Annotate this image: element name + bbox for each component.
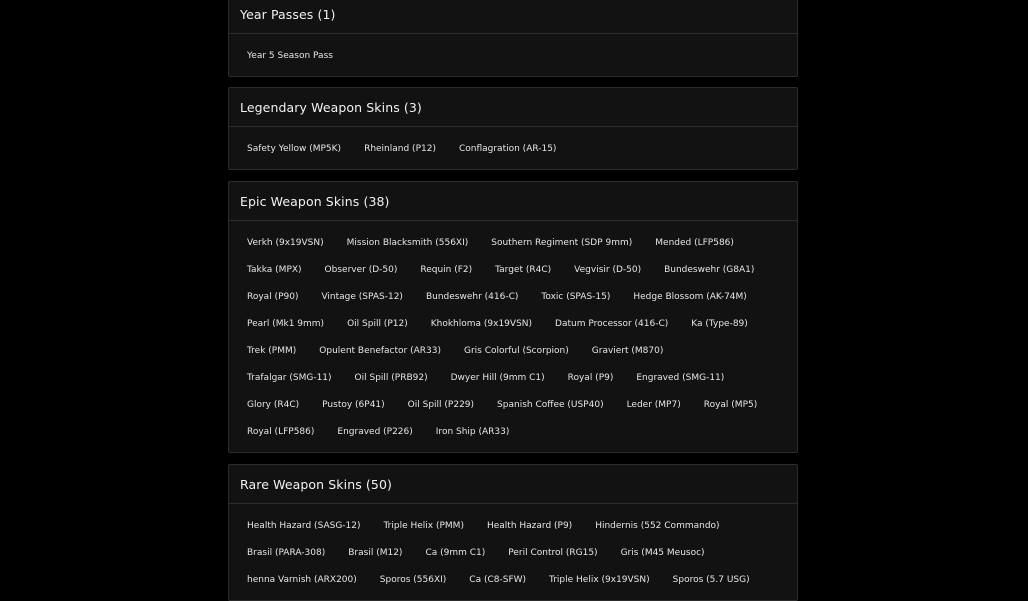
item-link[interactable]: Year 5 Season Pass	[247, 51, 333, 61]
section-legendary-weapon-skins	[228, 87, 798, 170]
item-link[interactable]: Conflagration (AR-15)	[458, 144, 557, 154]
item-link[interactable]: Trek (PMM)	[247, 346, 297, 356]
item-link[interactable]: Health Hazard (P9)	[486, 521, 573, 531]
item-link[interactable]: Southern Regiment (SDP 9mm)	[491, 238, 633, 248]
section-header	[229, 465, 797, 504]
item-link[interactable]: Glory (R4C)	[247, 400, 300, 410]
item-link[interactable]: Sporos (5.7 USG)	[672, 575, 750, 585]
item-link[interactable]: Datum Processor (416-C)	[555, 319, 669, 329]
section-items	[229, 34, 797, 76]
item-link[interactable]: Oil Spill (PRB92)	[354, 373, 428, 383]
item-link[interactable]: henna Varnish (ARX200)	[247, 575, 357, 585]
item-link[interactable]: Brasil (PARA-308)	[247, 548, 326, 558]
item-link[interactable]: Royal (P9)	[567, 373, 614, 383]
item-link[interactable]: Hindernis (552 Commando)	[595, 521, 720, 531]
item-link[interactable]: Ka (Type-89)	[691, 319, 748, 329]
item-link[interactable]: Iron Ship (AR33)	[435, 427, 510, 437]
item-link[interactable]: Trafalgar (SMG-11)	[247, 373, 332, 383]
item-link[interactable]: Royal (LFP586)	[247, 427, 315, 437]
section-title: Legendary Weapon Skins (3)	[240, 99, 422, 115]
item-link[interactable]: Leder (MP7)	[626, 400, 681, 410]
item-link[interactable]: Graviert (M870)	[591, 346, 664, 356]
item-link[interactable]: Ca (C8-SFW)	[469, 575, 527, 585]
item-link[interactable]: Pustoy (6P41)	[322, 400, 385, 410]
item-link[interactable]: Toxic (SPAS-15)	[541, 292, 611, 302]
item-link[interactable]: Hedge Blossom (AK-74M)	[633, 292, 747, 302]
item-link[interactable]: Oil Spill (P12)	[347, 319, 408, 329]
item-link[interactable]: Royal (MP5)	[703, 400, 758, 410]
section-title: Year Passes (1)	[240, 6, 336, 22]
section-title: Rare Weapon Skins (50)	[240, 476, 392, 492]
section-header	[229, 182, 797, 221]
item-link[interactable]: Bundeswehr (416-C)	[425, 292, 519, 302]
item-link[interactable]: Verkh (9x19VSN)	[247, 238, 324, 248]
item-link[interactable]: Gris Colorful (Scorpion)	[463, 346, 569, 356]
item-link[interactable]: Gris (M45 Meusoc)	[620, 548, 705, 558]
item-link[interactable]: Spanish Coffee (USP40)	[497, 400, 604, 410]
item-link[interactable]: Target (R4C)	[495, 265, 552, 275]
item-link[interactable]: Dwyer Hill (9mm C1)	[450, 373, 545, 383]
item-link[interactable]: Health Hazard (SASG-12)	[247, 521, 361, 531]
item-link[interactable]: Pearl (Mk1 9mm)	[247, 319, 325, 329]
item-link[interactable]: Opulent Benefactor (AR33)	[319, 346, 441, 356]
item-link[interactable]: Safety Yellow (MP5K)	[247, 144, 342, 154]
section-rare-weapon-skins	[228, 464, 798, 601]
item-link[interactable]: Triple Helix (9x19VSN)	[549, 575, 650, 585]
section-items	[229, 504, 797, 600]
section-header	[229, 88, 797, 127]
section-header	[229, 0, 797, 34]
item-link[interactable]: Vintage (SPAS-12)	[321, 292, 403, 302]
item-link[interactable]: Requin (F2)	[420, 265, 473, 275]
item-link[interactable]: Khokhloma (9x19VSN)	[430, 319, 533, 329]
item-link[interactable]: Rheinland (P12)	[364, 144, 436, 154]
item-link[interactable]: Mission Blacksmith (556XI)	[346, 238, 469, 248]
item-link[interactable]: Engraved (SMG-11)	[636, 373, 725, 383]
section-title: Epic Weapon Skins (38)	[240, 193, 390, 209]
section-year-passes	[228, 0, 798, 77]
section-items	[229, 221, 797, 452]
item-link[interactable]: Oil Spill (P229)	[407, 400, 475, 410]
item-link[interactable]: Brasil (M12)	[348, 548, 403, 558]
item-link[interactable]: Ca (9mm C1)	[425, 548, 486, 558]
item-link[interactable]: Vegvisir (D-50)	[574, 265, 642, 275]
item-link[interactable]: Royal (P90)	[247, 292, 299, 302]
item-link[interactable]: Mended (LFP586)	[655, 238, 734, 248]
item-link[interactable]: Takka (MPX)	[247, 265, 302, 275]
item-link[interactable]: Triple Helix (PMM)	[383, 521, 464, 531]
item-link[interactable]: Bundeswehr (G8A1)	[664, 265, 755, 275]
item-link[interactable]: Peril Control (RG15)	[508, 548, 598, 558]
section-items	[229, 127, 797, 169]
section-epic-weapon-skins	[228, 181, 798, 453]
item-link[interactable]: Sporos (556XI)	[379, 575, 447, 585]
item-link[interactable]: Engraved (P226)	[337, 427, 413, 437]
item-link[interactable]: Observer (D-50)	[324, 265, 398, 275]
